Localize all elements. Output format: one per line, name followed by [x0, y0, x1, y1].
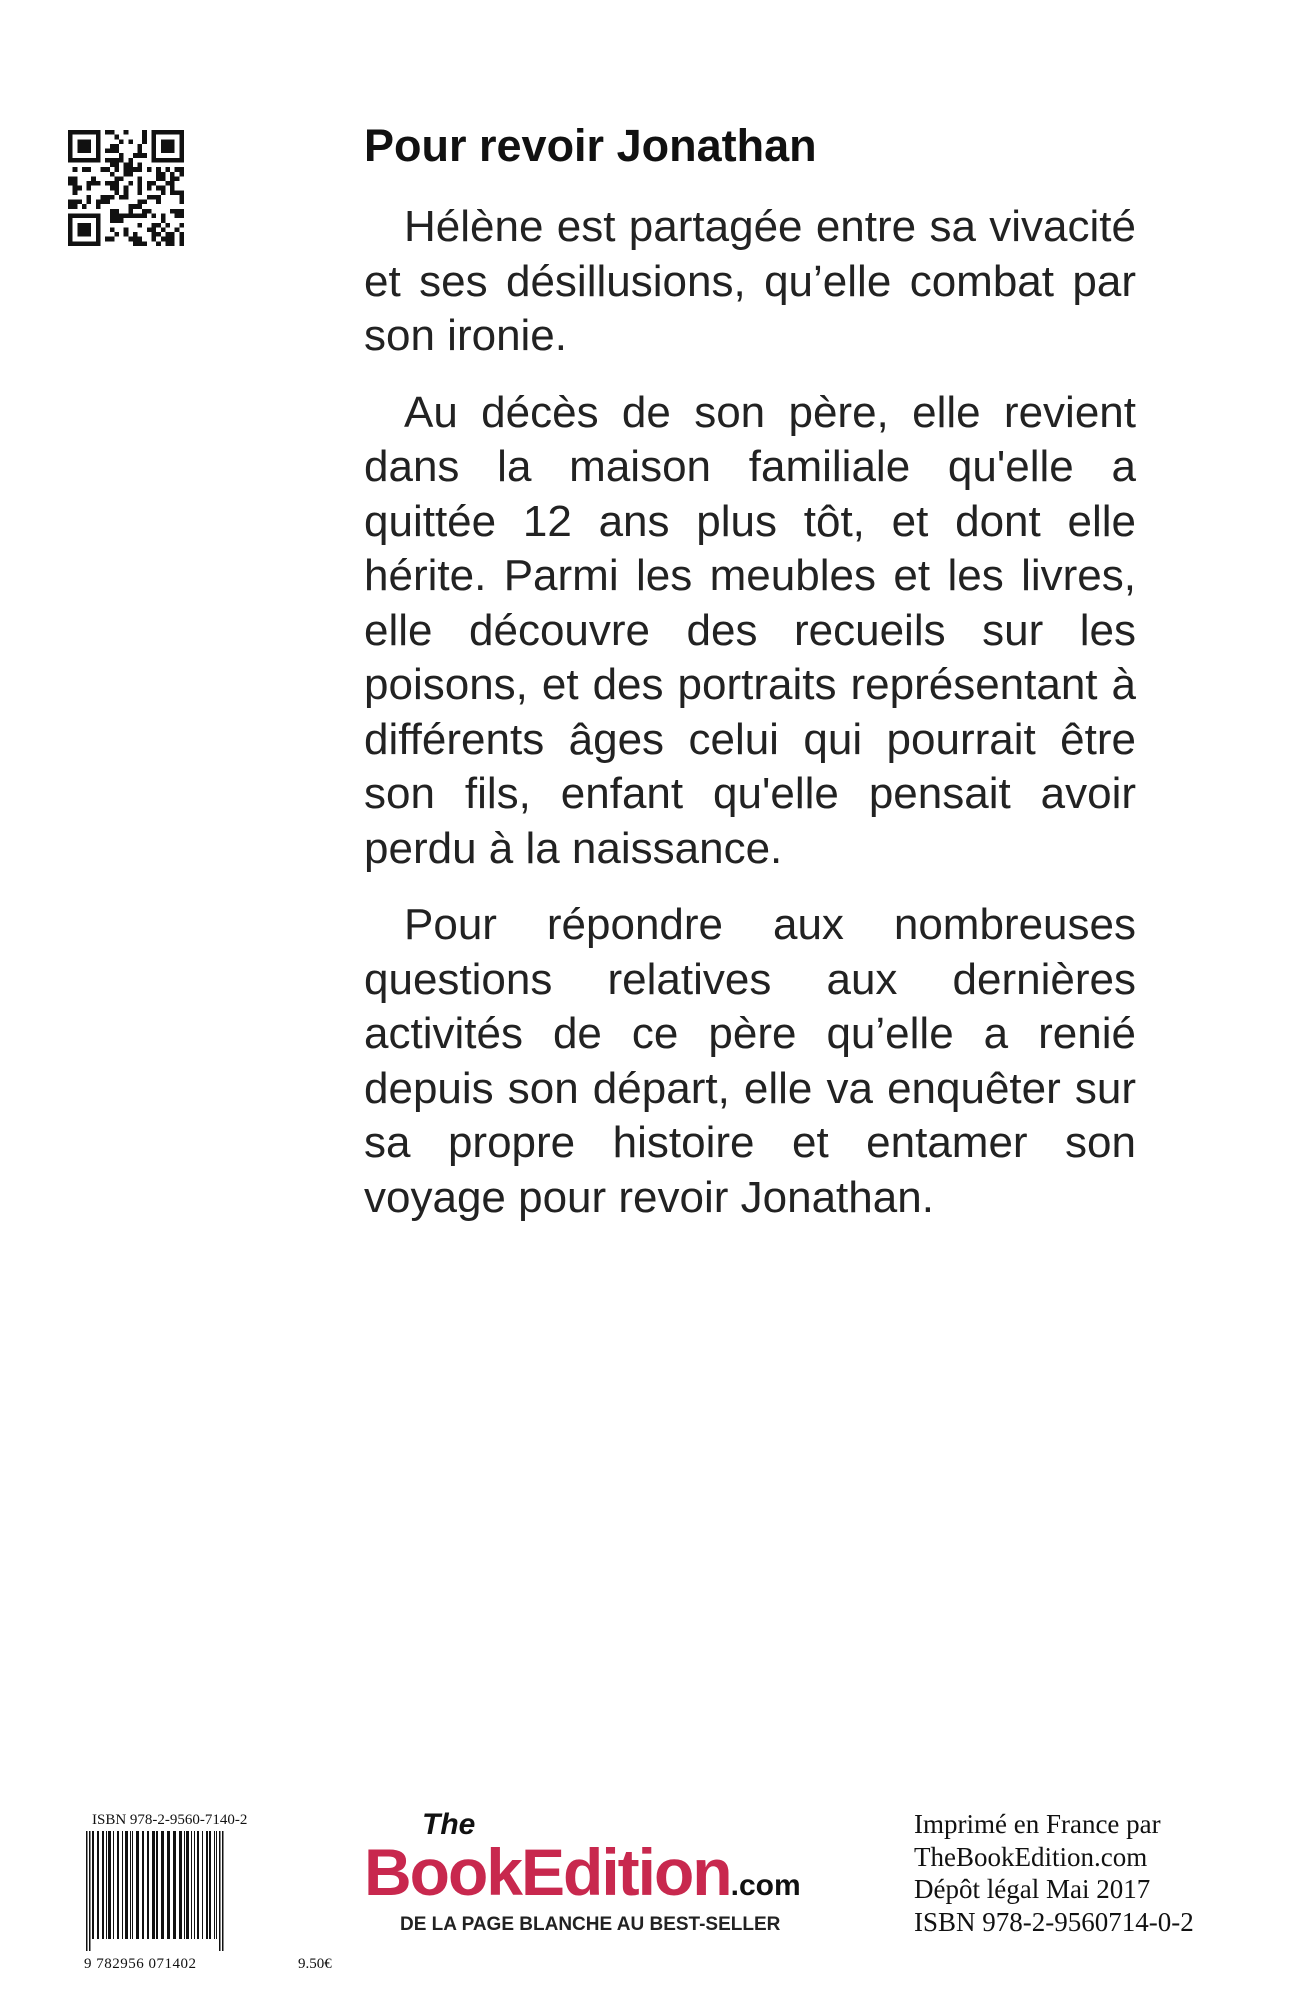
price: 9.50€: [298, 1956, 332, 1972]
logo-wordmark: [364, 1834, 801, 1910]
barcode-digits: 9 782956 071402: [84, 1956, 197, 1972]
logo-the: The: [422, 1808, 476, 1841]
imprint-line-4: ISBN 978-2-9560714-0-2: [914, 1906, 1194, 1937]
imprint-line-3: Dépôt légal Mai 2017: [914, 1874, 1151, 1904]
barcode-isbn-label: ISBN 978-2-9560-7140-2: [92, 1812, 248, 1828]
barcode-block: [84, 1812, 332, 1972]
qr-code: [68, 130, 184, 246]
blurb: [364, 200, 1136, 1247]
barcode: [84, 1831, 284, 1951]
logo-tagline: DE LA PAGE BLANCHE AU BEST-SELLER: [400, 1914, 781, 1935]
imprint-notice: [914, 1808, 1194, 1938]
book-title: Pour revoir Jonathan: [364, 120, 817, 171]
imprint-line-2: TheBookEdition.com: [914, 1841, 1148, 1872]
blurb-paragraph-2: Au décès de son père, elle revient dans la maison familiale qu'elle a quittée 12 ans plus tôt, et dont elle hérite. Parmi les meubles et les livres, elle découvre des recueils sur les poisons, et des portraits représentant à différents âges celui qui pourrait être son fils, enfant qu'elle pensait avoir perdu à la naissance.: [364, 387, 1136, 873]
imprint-line-1: Imprimé en France par: [914, 1809, 1161, 1839]
blurb-paragraph-1: Hélène est partagée entre sa vivacité et ses désillusions, qu’elle combat par son ironie.: [364, 202, 1136, 360]
logo-dot-com: .com: [730, 1869, 801, 1902]
blurb-paragraph-3: Pour répondre aux nombreuses questions relatives aux dernières activités de ce père qu’elle a renié depuis son départ, elle va enquêter sur sa propre histoire et entamer son voyage pour revoir Jonathan.: [364, 900, 1136, 1222]
logo-book-edition: BookEdition: [364, 1835, 731, 1909]
